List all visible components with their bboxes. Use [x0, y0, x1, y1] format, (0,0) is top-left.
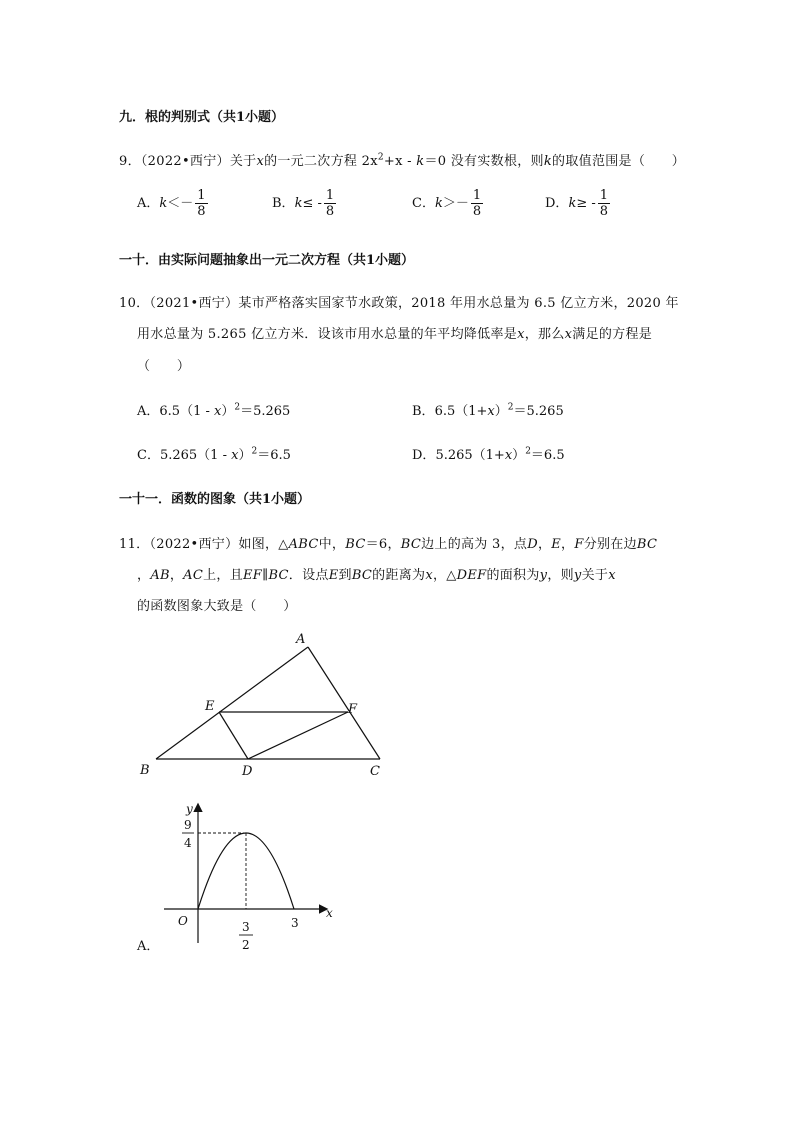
- q11-text: 分别在边: [583, 537, 637, 552]
- q11-var: x: [425, 568, 433, 583]
- q10-var: x: [564, 327, 573, 342]
- option-var: x: [487, 404, 495, 419]
- q10-var: x: [517, 327, 525, 342]
- q11-text: ．设点: [288, 568, 329, 583]
- q10-option-d: [412, 444, 565, 463]
- fraction-numerator: 1: [472, 188, 482, 203]
- point-label-b: B: [140, 763, 150, 778]
- function-graph-a: [160, 793, 350, 953]
- fraction-numerator: 1: [325, 188, 335, 203]
- option-exponent: 2: [234, 402, 241, 413]
- q11-text: ，△: [433, 568, 457, 583]
- q9-text: 9．（2022•西宁）关于: [119, 154, 257, 169]
- point-label-d: D: [242, 764, 253, 779]
- q11-text: ，: [561, 537, 575, 552]
- option-exponent: 2: [251, 446, 258, 457]
- fraction-numerator: 1: [197, 188, 206, 203]
- fraction-denominator: 8: [472, 204, 482, 219]
- peak-value-numerator: 9: [184, 818, 192, 832]
- option-var: k: [294, 196, 303, 211]
- q11-var: BC: [400, 537, 422, 552]
- option-var: x: [504, 448, 513, 463]
- q11-text: 上，且: [203, 568, 244, 583]
- option-text: ＝6.5: [530, 448, 565, 463]
- peak-value-denominator: 4: [184, 836, 192, 850]
- q11-text: ，: [537, 537, 552, 552]
- q11-text: 关于: [581, 568, 609, 583]
- fraction: [195, 188, 207, 219]
- segment-ab: [156, 647, 308, 759]
- q11-var: y: [539, 568, 548, 583]
- q10-text: ，那么: [524, 327, 565, 342]
- q11-var: AC: [183, 568, 204, 583]
- option-text: ）: [238, 448, 252, 463]
- question-11-line-3: 的函数图象大致是（ ）: [137, 599, 297, 614]
- axis-label-x: x: [326, 906, 333, 920]
- option-label: D．: [412, 448, 436, 463]
- q10-text: 满足的方程是: [572, 327, 653, 342]
- point-label-f: F: [348, 702, 358, 717]
- q9-exponent: 2: [377, 152, 384, 163]
- q11-text: 边上的高为 3，点: [421, 537, 528, 552]
- section-title-10: 一十．由实际问题抽象出一元二次方程（共1小题）: [119, 253, 415, 268]
- mid-value-denominator: 2: [242, 938, 250, 952]
- option-text: 5.265（1 -: [159, 448, 232, 463]
- option-relation: ≤ -: [302, 196, 322, 211]
- option-text: ）: [494, 404, 508, 419]
- end-value-label: 3: [291, 916, 299, 930]
- question-10-line-1: 10．（2021•西宁）某市严格落实国家节水政策，2018 年用水总量为 6.5 亿立方米，2020 年: [119, 296, 679, 311]
- q9-var: x: [395, 154, 403, 169]
- segment-ac: [308, 647, 380, 759]
- q11-var: y: [573, 568, 582, 583]
- option-label: A．: [137, 404, 160, 419]
- question-9-stem: [119, 150, 685, 169]
- option-var: k: [159, 196, 168, 211]
- point-label-a: A: [296, 632, 306, 647]
- q11-text: ∥: [262, 568, 269, 583]
- option-text: 5.265（1+: [435, 448, 505, 463]
- option-relation: ≥ -: [576, 196, 596, 211]
- q10-option-c: [137, 444, 291, 463]
- option-var: x: [231, 448, 239, 463]
- q11-var: BC: [636, 537, 658, 552]
- axis-label-y: y: [186, 802, 193, 816]
- option-label: D．: [545, 196, 569, 211]
- q11-var: x: [608, 568, 616, 583]
- q9-option-c: [412, 188, 483, 219]
- q9-text: -: [402, 154, 417, 169]
- q11-text: ，: [169, 568, 184, 583]
- q11-var: BC: [345, 537, 366, 552]
- q10-option-b: [412, 400, 564, 419]
- question-11-line-1: [119, 533, 657, 552]
- option-label: A．: [137, 196, 160, 211]
- section-title-11: 一十一．函数的图象（共1小题）: [119, 492, 311, 507]
- q9-option-d: [545, 188, 610, 219]
- option-exponent: 2: [525, 446, 531, 457]
- q9-option-b: [272, 188, 336, 219]
- fraction-denominator: 8: [197, 204, 206, 219]
- segment-ed: [219, 712, 248, 759]
- q11-var: AB: [150, 568, 170, 583]
- q11-text: ，: [137, 568, 151, 583]
- q9-text: 的取值范围是（ ）: [552, 154, 686, 169]
- option-text: ＝5.265: [240, 404, 291, 419]
- q9-text: ＝0 没有实数根，则: [424, 154, 544, 169]
- option-var: k: [434, 196, 443, 211]
- q11-var: BC: [351, 568, 373, 583]
- q11-text: 的面积为: [486, 568, 540, 583]
- q11-var: D: [527, 537, 538, 552]
- q9-var: x: [256, 154, 265, 169]
- section-title-9: 九．根的判别式（共1小题）: [119, 110, 285, 125]
- q9-var: k: [416, 154, 425, 169]
- segment-df: [248, 712, 348, 759]
- option-text: ）: [221, 404, 235, 419]
- option-var: k: [568, 196, 577, 211]
- q11-var: EF: [243, 568, 263, 583]
- q9-var: x: [370, 154, 378, 169]
- point-label-c: C: [370, 764, 380, 779]
- option-text: ＝6.5: [257, 448, 291, 463]
- fraction-denominator: 8: [325, 204, 335, 219]
- q11-var: ABC: [288, 537, 319, 552]
- q11-text: 到: [338, 568, 352, 583]
- option-text: 6.5（1+: [434, 404, 488, 419]
- option-label: B．: [272, 196, 295, 211]
- fraction-numerator: 1: [599, 188, 609, 203]
- question-11-line-2: [137, 564, 616, 583]
- question-10-line-2: [137, 323, 652, 342]
- fraction: [598, 188, 610, 219]
- option-exponent: 2: [507, 402, 514, 413]
- q11-text: ，则: [547, 568, 574, 583]
- option-relation: ＞－: [442, 196, 469, 211]
- q11-var: DEF: [456, 568, 487, 583]
- q11-text: 的距离为: [372, 568, 426, 583]
- option-text: 6.5（1 -: [159, 404, 214, 419]
- q9-option-a: [137, 188, 208, 219]
- q9-var: k: [543, 154, 553, 169]
- option-label: B．: [412, 404, 435, 419]
- fraction: [324, 188, 336, 219]
- q11-var: E: [551, 537, 562, 552]
- option-text: ＝5.265: [513, 404, 564, 419]
- triangle-figure: [130, 625, 400, 785]
- q11-text: 11．（2022•西宁）如图，△: [119, 537, 289, 552]
- q10-text: 用水总量为 5.265 亿立方米．设该市用水总量的年平均降低率是: [137, 327, 518, 342]
- q9-text: +: [383, 154, 396, 169]
- q11-var: E: [328, 568, 339, 583]
- q10-option-a: [137, 400, 290, 419]
- option-var: x: [214, 404, 222, 419]
- option-label: C．: [412, 196, 435, 211]
- fraction: [471, 188, 483, 219]
- q11-option-a-label: A．: [137, 939, 160, 954]
- q11-var: BC: [268, 568, 289, 583]
- option-text: ）: [512, 448, 526, 463]
- q9-text: 的一元二次方程 2: [264, 154, 371, 169]
- fraction-denominator: 8: [599, 204, 609, 219]
- q11-text: ＝6，: [365, 537, 401, 552]
- q11-text: 中，: [318, 537, 346, 552]
- question-10-line-3: （ ）: [137, 359, 191, 374]
- option-relation: ＜－: [167, 196, 194, 211]
- point-label-e: E: [205, 699, 215, 714]
- option-label: C．: [137, 448, 160, 463]
- q11-var: F: [574, 537, 584, 552]
- mid-value-numerator: 3: [242, 920, 250, 934]
- origin-label: O: [178, 914, 188, 928]
